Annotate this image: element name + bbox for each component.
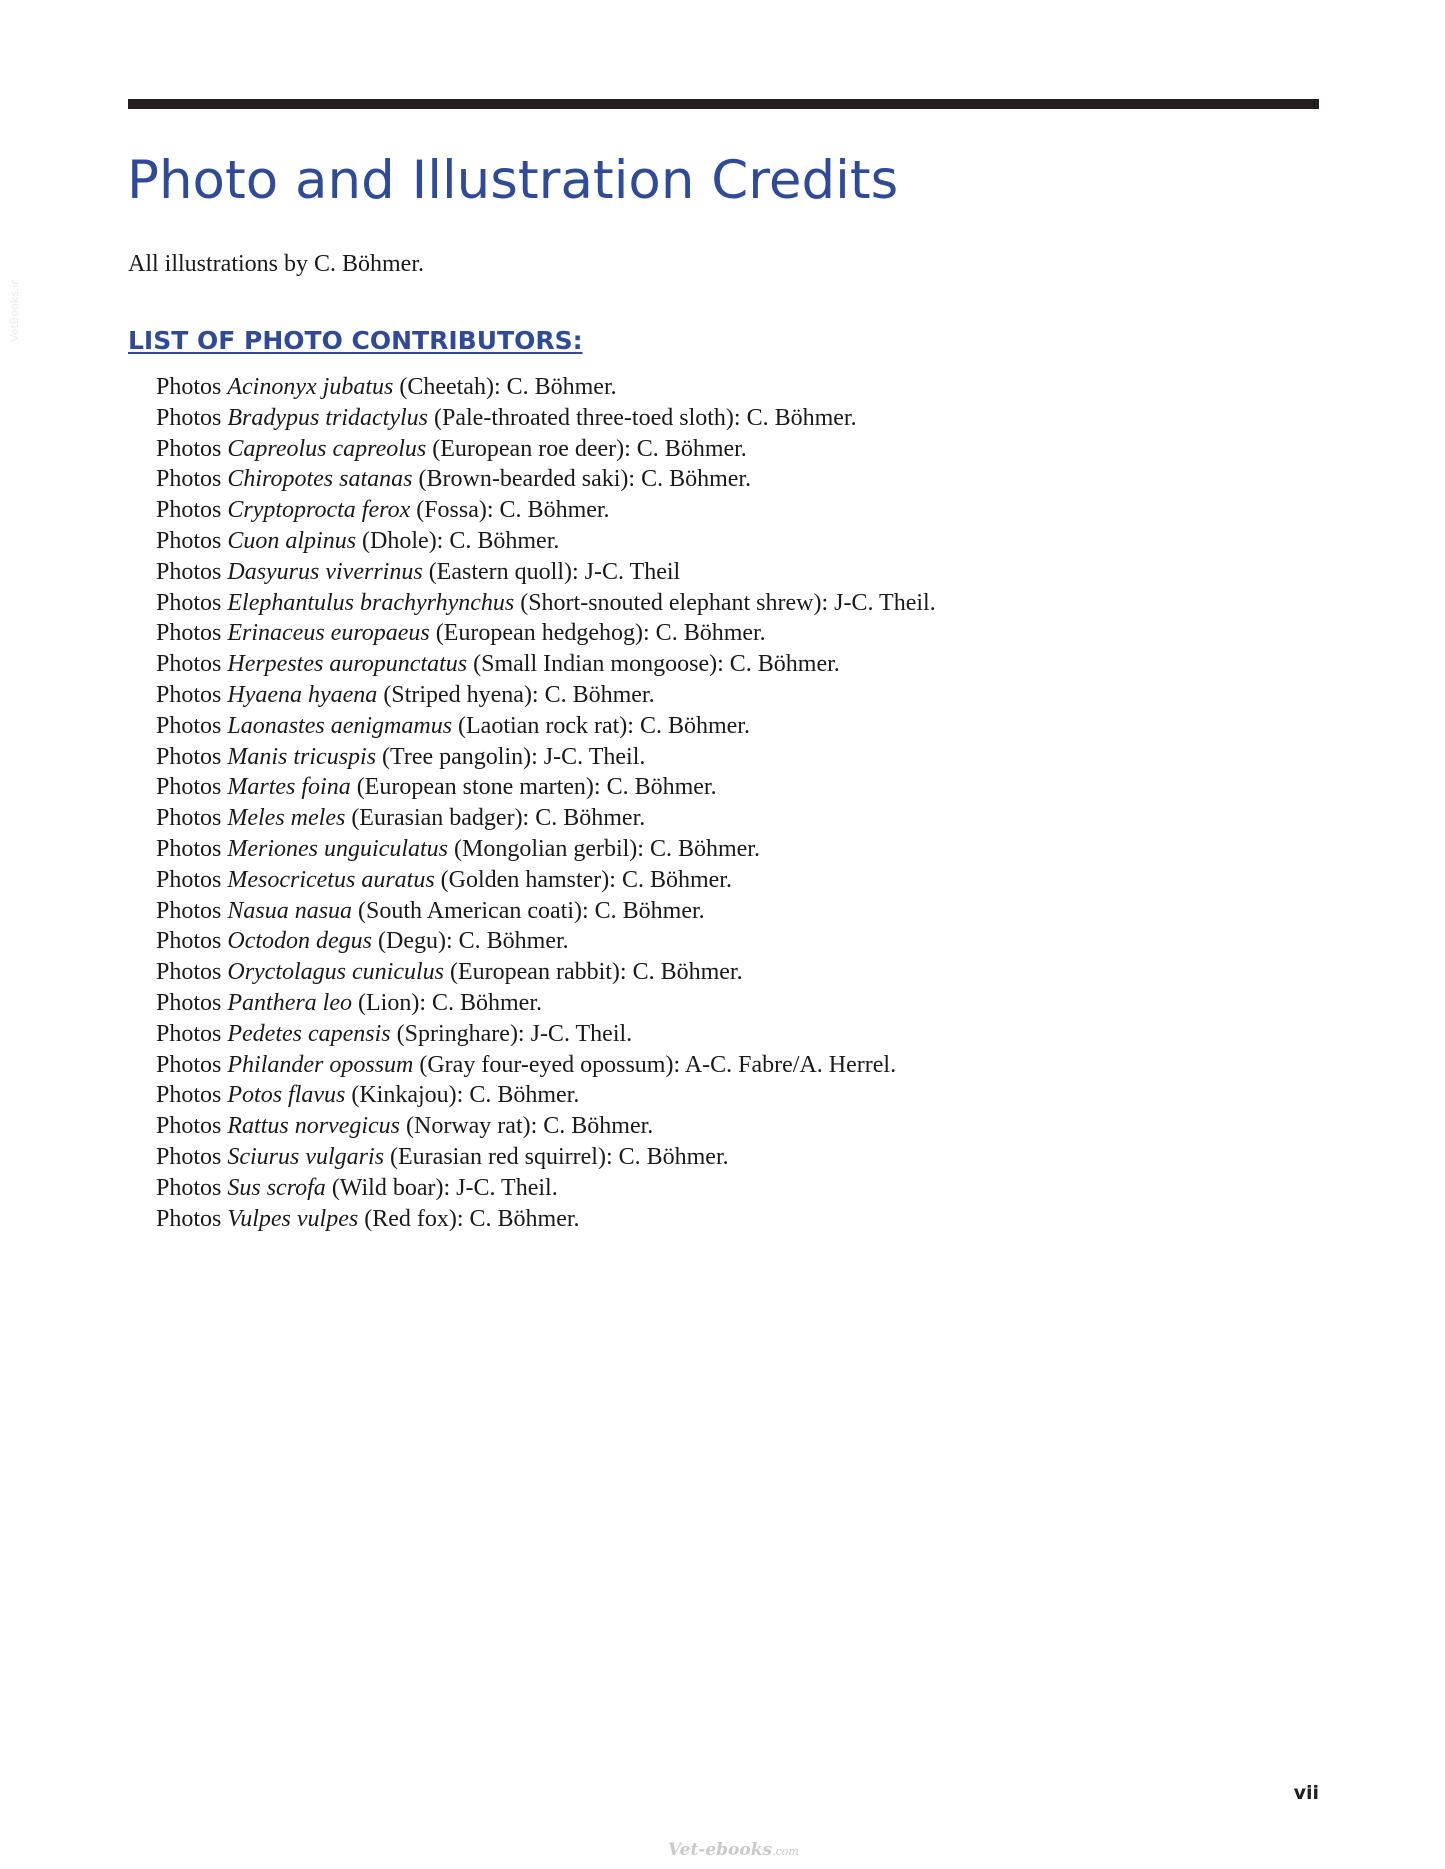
credit-entry xyxy=(156,649,936,680)
credit-entry xyxy=(156,588,936,619)
credit-species: Philander opossum xyxy=(227,1051,414,1078)
credit-entry xyxy=(156,988,936,1019)
credit-species: Herpestes auropunctatus xyxy=(227,651,468,678)
credit-entry xyxy=(156,711,936,742)
section-heading: LIST OF PHOTO CONTRIBUTORS: xyxy=(128,326,583,355)
credit-detail: (Wild boar): J-C. Theil. xyxy=(325,1174,558,1201)
page-number: vii xyxy=(1293,1782,1319,1804)
credit-entry xyxy=(156,680,936,711)
credit-prefix: Photos xyxy=(156,435,228,462)
credit-entry xyxy=(156,372,936,403)
credit-prefix: Photos xyxy=(156,404,228,431)
credit-species: Martes foina xyxy=(227,774,351,801)
credit-entry xyxy=(156,926,936,957)
credit-detail: (Springhare): J-C. Theil. xyxy=(390,1020,633,1047)
credit-species: Rattus norvegicus xyxy=(227,1113,400,1140)
credit-prefix: Photos xyxy=(156,959,228,986)
credit-detail: (Dhole): C. Böhmer. xyxy=(356,527,560,554)
credit-species: Meles meles xyxy=(227,805,346,832)
credit-detail: (Tree pangolin): J-C. Theil. xyxy=(376,743,646,770)
credit-detail: (Lion): C. Böhmer. xyxy=(352,989,542,1016)
credit-entry xyxy=(156,896,936,927)
credit-entry xyxy=(156,772,936,803)
credit-species: Erinaceus europaeus xyxy=(227,620,430,647)
credit-species: Sus scrofa xyxy=(227,1174,326,1201)
credit-prefix: Photos xyxy=(156,1020,228,1047)
credit-prefix: Photos xyxy=(156,1051,228,1078)
credit-detail: (Gray four-eyed opossum): A-C. Fabre/A. Herrel. xyxy=(413,1051,897,1078)
credit-detail: (Red fox): C. Böhmer. xyxy=(358,1205,580,1232)
credit-detail: (European hedgehog): C. Böhmer. xyxy=(429,620,766,647)
credit-entry xyxy=(156,526,936,557)
credit-detail: (Mongolian gerbil): C. Böhmer. xyxy=(448,835,760,862)
credit-species: Pedetes capensis xyxy=(227,1020,391,1047)
credit-prefix: Photos xyxy=(156,743,228,770)
credit-prefix: Photos xyxy=(156,928,228,955)
credit-species: Sciurus vulgaris xyxy=(227,1143,385,1170)
credit-entry xyxy=(156,618,936,649)
credit-species: Manis tricuspis xyxy=(227,743,377,770)
credit-detail: (Brown-bearded saki): C. Böhmer. xyxy=(412,466,752,493)
credit-species: Bradypus tridactylus xyxy=(227,404,429,431)
credit-prefix: Photos xyxy=(156,835,228,862)
page-title: Photo and Illustration Credits xyxy=(127,150,899,211)
credit-prefix: Photos xyxy=(156,1082,228,1109)
credits-list xyxy=(156,372,936,1234)
credit-prefix: Photos xyxy=(156,681,228,708)
credit-prefix: Photos xyxy=(156,1143,228,1170)
credit-species: Mesocricetus auratus xyxy=(227,866,435,893)
credit-entry xyxy=(156,742,936,773)
credit-species: Potos flavus xyxy=(227,1082,346,1109)
credit-detail: (Eurasian badger): C. Böhmer. xyxy=(345,805,646,832)
credit-prefix: Photos xyxy=(156,589,228,616)
credit-entry xyxy=(156,1204,936,1235)
credit-prefix: Photos xyxy=(156,1113,228,1140)
footer-watermark xyxy=(668,1839,799,1863)
credit-species: Hyaena hyaena xyxy=(227,681,378,708)
credit-detail: (Eurasian red squirrel): C. Böhmer. xyxy=(384,1143,729,1170)
credit-entry xyxy=(156,1173,936,1204)
credit-entry xyxy=(156,1050,936,1081)
credit-species: Chiropotes satanas xyxy=(227,466,413,493)
credit-entry xyxy=(156,834,936,865)
credit-species: Cuon alpinus xyxy=(227,527,357,554)
credit-entry xyxy=(156,1019,936,1050)
credit-prefix: Photos xyxy=(156,774,228,801)
credit-entry xyxy=(156,464,936,495)
credit-detail: (Norway rat): C. Böhmer. xyxy=(400,1113,654,1140)
credit-detail: (Kinkajou): C. Böhmer. xyxy=(345,1082,580,1109)
credit-detail: (Golden hamster): C. Böhmer. xyxy=(434,866,732,893)
credit-species: Nasua nasua xyxy=(227,897,353,924)
credit-entry xyxy=(156,1080,936,1111)
credit-prefix: Photos xyxy=(156,651,228,678)
credit-species: Capreolus capreolus xyxy=(227,435,427,462)
credit-prefix: Photos xyxy=(156,374,228,400)
credit-entry xyxy=(156,1111,936,1142)
credit-species: Dasyurus viverrinus xyxy=(227,558,423,585)
side-watermark: VetBooks.ir xyxy=(8,280,21,342)
credit-detail: (South American coati): C. Böhmer. xyxy=(352,897,705,924)
credit-entry xyxy=(156,557,936,588)
credit-detail: (Fossa): C. Böhmer. xyxy=(410,497,610,524)
credit-entry xyxy=(156,1142,936,1173)
credit-detail: (European rabbit): C. Böhmer. xyxy=(444,959,743,986)
credit-species: Vulpes vulpes xyxy=(227,1205,359,1232)
credit-detail: (European stone marten): C. Böhmer. xyxy=(350,774,717,801)
credit-detail: (Laotian rock rat): C. Böhmer. xyxy=(452,712,750,739)
credit-prefix: Photos xyxy=(156,866,228,893)
credit-species: Cryptoprocta ferox xyxy=(227,497,411,524)
credit-species: Oryctolagus cuniculus xyxy=(227,959,444,986)
credit-detail: (Small Indian mongoose): C. Böhmer. xyxy=(467,651,840,678)
credit-species: Elephantulus brachyrhynchus xyxy=(227,589,515,616)
credit-detail: (Cheetah): C. Böhmer. xyxy=(393,374,617,400)
credit-prefix: Photos xyxy=(156,558,228,585)
credit-prefix: Photos xyxy=(156,989,228,1016)
credit-detail: (Short-snouted elephant shrew): J-C. Theil. xyxy=(514,589,936,616)
credit-entry xyxy=(156,803,936,834)
credit-entry xyxy=(156,403,936,434)
intro-text: All illustrations by C. Böhmer. xyxy=(128,251,425,277)
credit-entry xyxy=(156,495,936,526)
credit-species: Panthera leo xyxy=(227,989,352,1016)
credit-entry xyxy=(156,865,936,896)
credit-species: Laonastes aenigmamus xyxy=(227,712,453,739)
credit-species: Acinonyx jubatus xyxy=(227,374,394,400)
credit-species: Meriones unguiculatus xyxy=(227,835,448,862)
credit-prefix: Photos xyxy=(156,497,228,524)
credit-prefix: Photos xyxy=(156,897,228,924)
credit-prefix: Photos xyxy=(156,466,228,493)
credit-species: Octodon degus xyxy=(227,928,373,955)
top-rule xyxy=(128,99,1319,109)
credit-detail: (Eastern quoll): J-C. Theil xyxy=(422,558,681,585)
credit-detail: (Pale-throated three-toed sloth): C. Böhmer. xyxy=(428,404,857,431)
credit-prefix: Photos xyxy=(156,712,228,739)
credit-entry xyxy=(156,957,936,988)
credit-prefix: Photos xyxy=(156,1174,228,1201)
footer-watermark-suffix: .com xyxy=(772,1845,799,1858)
credit-prefix: Photos xyxy=(156,527,228,554)
credit-prefix: Photos xyxy=(156,1205,228,1232)
credit-prefix: Photos xyxy=(156,620,228,647)
credit-detail: (European roe deer): C. Böhmer. xyxy=(426,435,747,462)
credit-detail: (Striped hyena): C. Böhmer. xyxy=(377,681,655,708)
credit-entry xyxy=(156,434,936,465)
credit-detail: (Degu): C. Böhmer. xyxy=(372,928,569,955)
credit-prefix: Photos xyxy=(156,805,228,832)
footer-watermark-main: Vet-ebooks xyxy=(668,1840,773,1860)
